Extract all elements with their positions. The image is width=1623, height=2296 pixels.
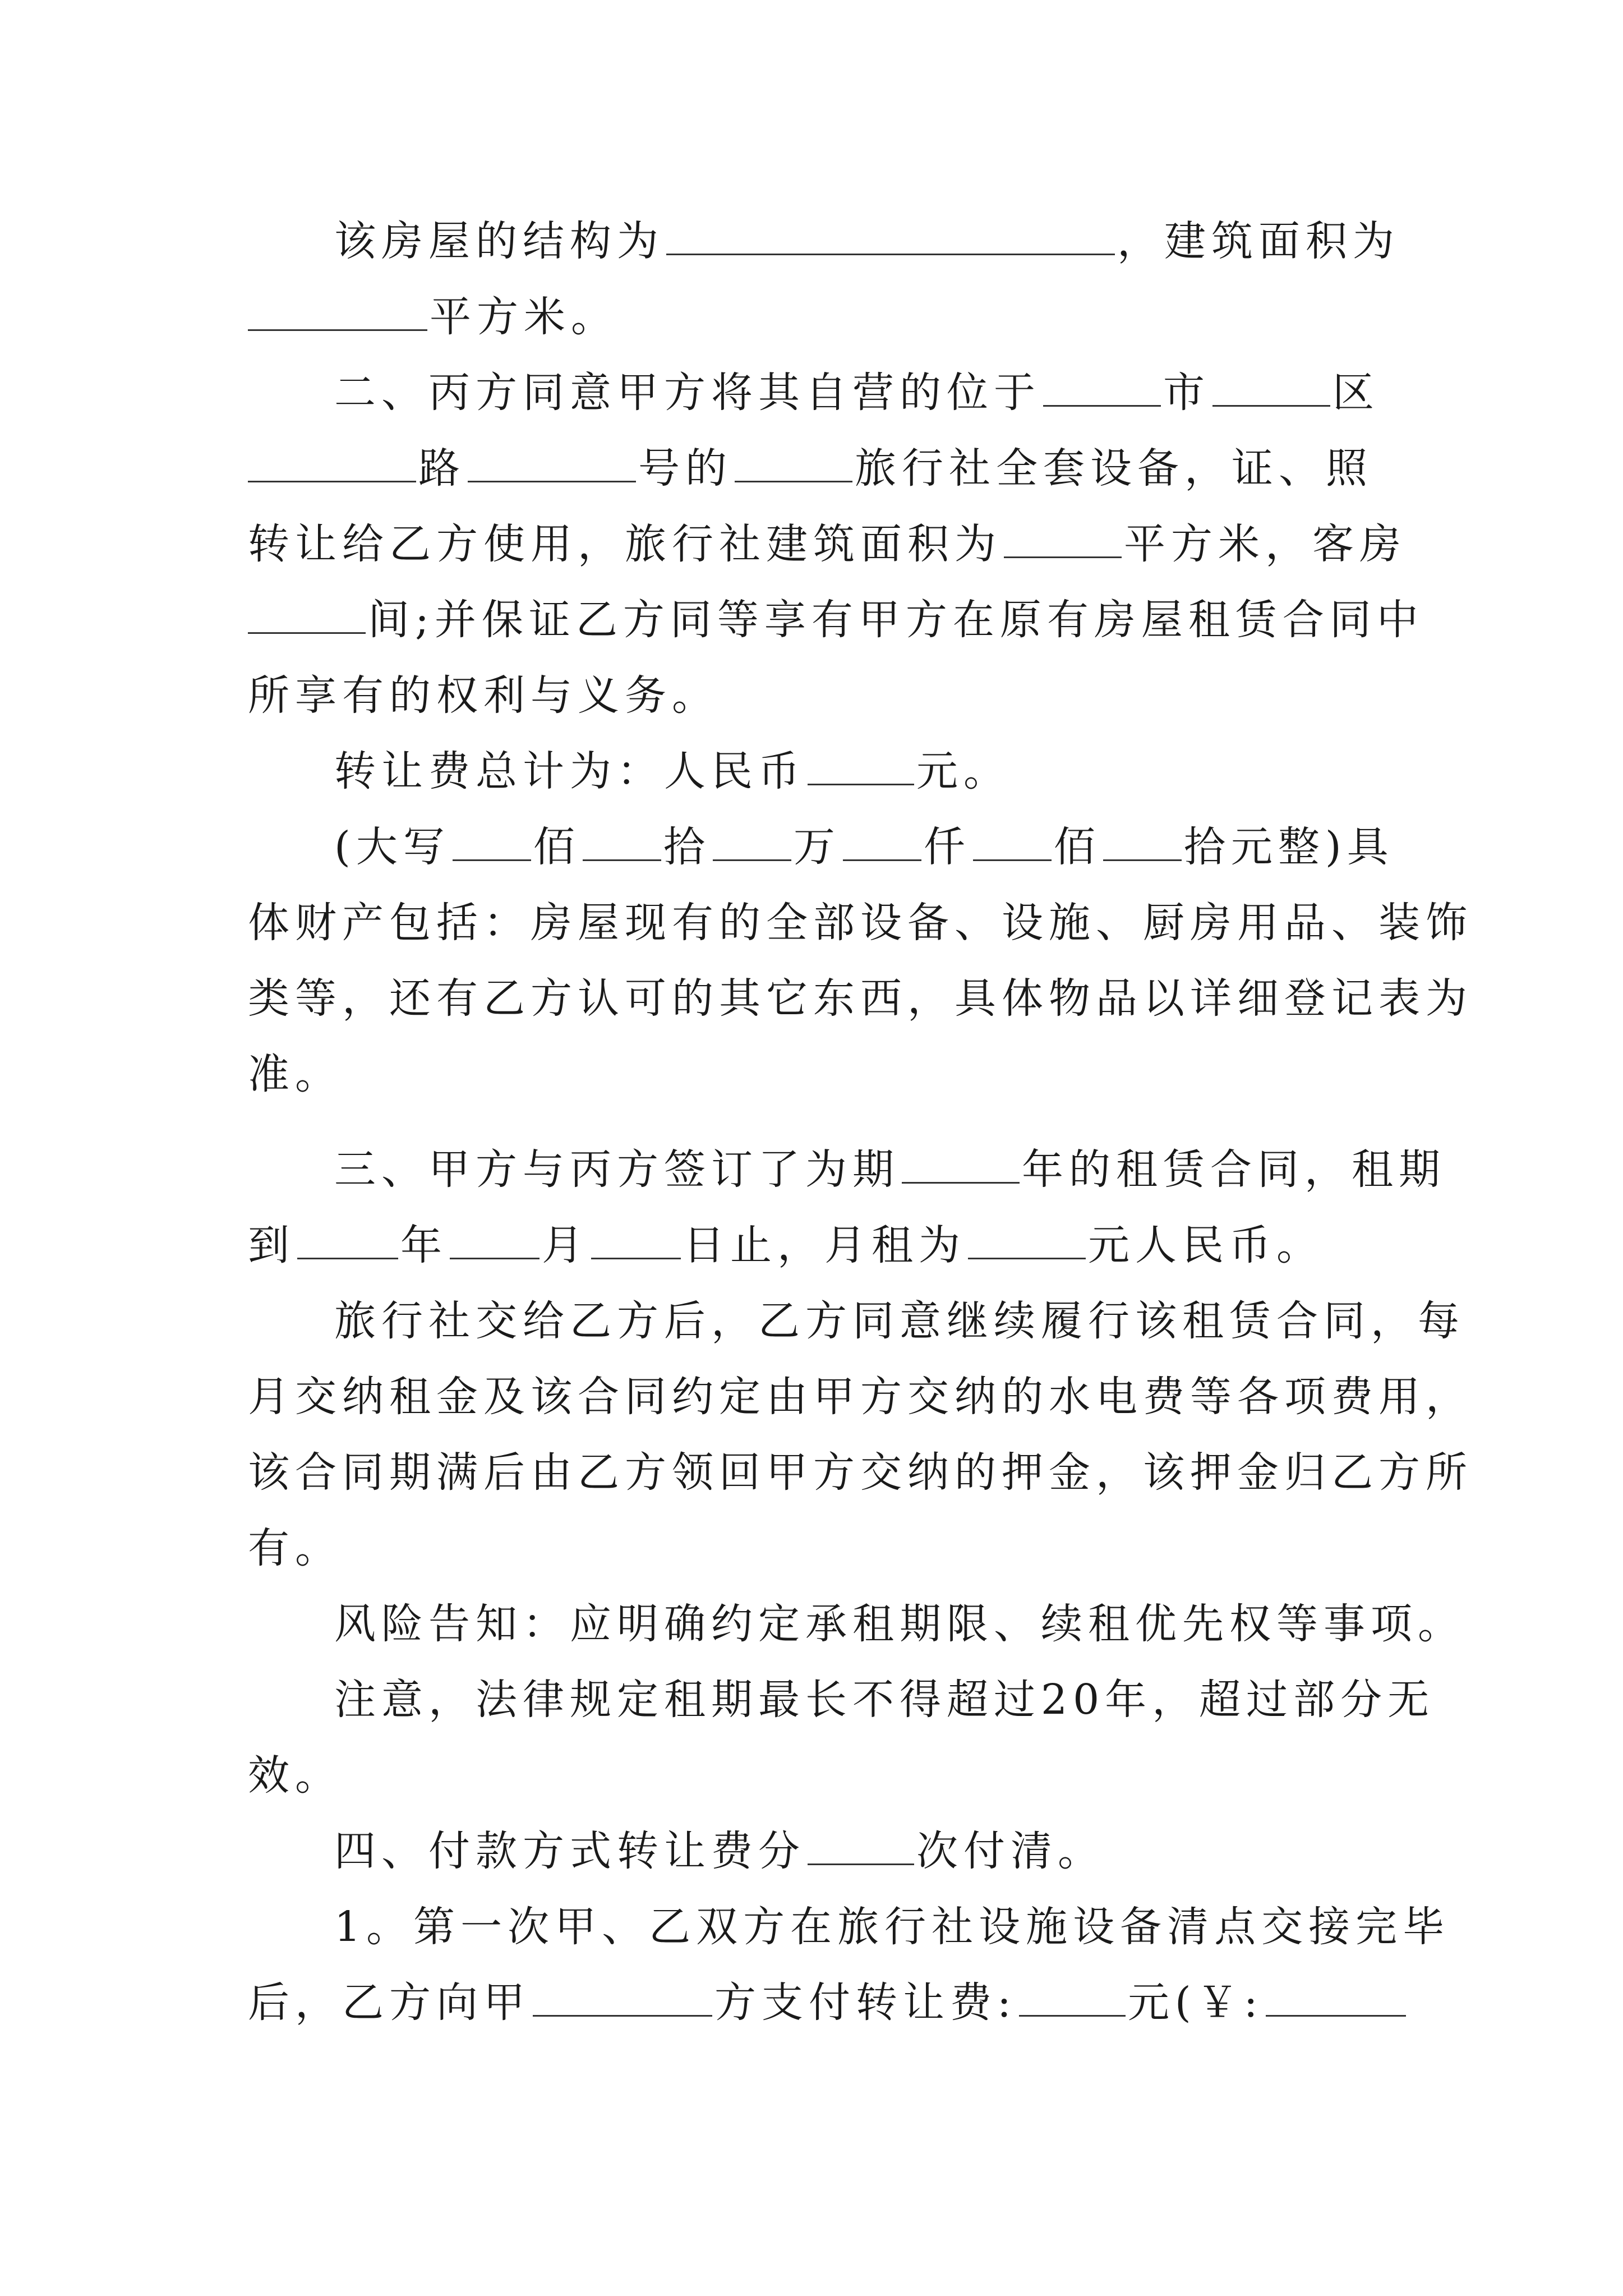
- fill-blank: [1004, 554, 1122, 558]
- fill-blank: [1019, 2013, 1126, 2017]
- fill-blank: [248, 327, 427, 331]
- text-line: [248, 892, 1473, 954]
- fill-blank: [591, 1255, 681, 1259]
- text-line: [248, 1366, 1473, 1428]
- text-segment: 号的: [638, 444, 732, 493]
- text-segment: 类等，还有乙方认可的其它东西，具体物品以详细登记表为: [248, 974, 1473, 1023]
- fill-blank: [1212, 403, 1330, 407]
- fill-blank: [968, 1255, 1086, 1259]
- text-line: [248, 1517, 1381, 1579]
- fill-blank: [1043, 403, 1161, 407]
- text-line: [248, 589, 1424, 651]
- text-segment: 年的租赁合同，租期: [1022, 1145, 1446, 1194]
- text-segment: 体财产包括：房屋现有的全部设备、设施、厨房用品、装饰: [248, 899, 1473, 947]
- text-segment: 注意，法律规定租期最长不得超过20年，超过部分无: [334, 1676, 1435, 1724]
- fill-blank: [808, 781, 914, 785]
- text-segment: 日止，月租为: [683, 1221, 966, 1269]
- fill-blank: [248, 478, 416, 482]
- text-segment: 风险告知：应明确约定承租期限、续租优先权等事项。: [334, 1600, 1465, 1648]
- fill-blank: [583, 857, 661, 861]
- text-line: [334, 1290, 1465, 1352]
- text-segment: ，建筑面积为: [1117, 217, 1400, 265]
- text-segment: 年: [400, 1221, 448, 1269]
- fill-blank: [468, 478, 636, 482]
- text-line: [248, 1442, 1473, 1503]
- text-segment: 佰: [1053, 823, 1101, 871]
- text-line: [334, 1669, 1435, 1731]
- text-line: [334, 816, 1394, 878]
- text-segment: 有。: [248, 1524, 342, 1572]
- text-segment: 后，乙方向甲: [248, 1978, 531, 2027]
- text-segment: 方支付转让费:: [714, 1978, 1017, 2027]
- fill-blank: [1266, 2013, 1406, 2017]
- text-segment: 1。第一次甲、乙双方在旅行社设施设备清点交接完毕: [334, 1903, 1450, 1951]
- text-line: [334, 1593, 1465, 1655]
- fill-blank: [666, 251, 1115, 255]
- text-line: [248, 438, 1381, 499]
- text-segment: 拾: [663, 823, 711, 871]
- text-segment: 路: [418, 444, 465, 493]
- fill-blank: [713, 857, 791, 861]
- text-segment: 到: [248, 1221, 295, 1269]
- text-line: [248, 513, 1407, 575]
- fill-blank: [248, 630, 366, 634]
- fill-blank: [533, 2013, 712, 2017]
- text-line: [334, 1139, 1446, 1200]
- fill-blank: [808, 1861, 914, 1865]
- text-line: [248, 1214, 1381, 1276]
- text-segment: 佰: [533, 823, 580, 871]
- text-segment: 拾元整)具: [1183, 823, 1394, 871]
- text-line: [248, 286, 1381, 348]
- text-line: [334, 362, 1381, 424]
- text-line: [248, 665, 1381, 726]
- text-line: [334, 1896, 1450, 1958]
- text-segment: 二、丙方同意甲方将其自营的位于: [334, 369, 1041, 417]
- text-segment: 三、甲方与丙方签订了为期: [334, 1145, 900, 1194]
- text-line: [248, 1745, 1381, 1806]
- text-segment: 该房屋的结构为: [334, 217, 664, 265]
- text-segment: 次付清。: [916, 1827, 1105, 1875]
- fill-blank: [450, 1255, 540, 1259]
- text-segment: 区: [1332, 369, 1380, 417]
- text-segment: 月交纳租金及该合同约定由甲方交纳的水电费等各项费用，: [248, 1373, 1473, 1421]
- text-segment: 月: [542, 1221, 589, 1269]
- text-line: [334, 740, 1381, 802]
- text-segment: (大写: [334, 823, 450, 871]
- fill-blank: [902, 1180, 1020, 1184]
- text-segment: 市: [1163, 369, 1210, 417]
- fill-blank: [973, 857, 1052, 861]
- text-segment: 平方米。: [430, 293, 618, 341]
- text-segment: 间;并保证乙方同等享有甲方在原有房屋租赁合同中: [368, 596, 1424, 644]
- text-segment: 万: [793, 823, 841, 871]
- text-segment: 转让给乙方使用，旅行社建筑面积为: [248, 520, 1002, 568]
- text-segment: 仟: [923, 823, 971, 871]
- text-segment: 效。: [248, 1751, 342, 1800]
- fill-blank: [1103, 857, 1182, 861]
- text-segment: 旅行社交给乙方后，乙方同意继续履行该租赁合同，每: [334, 1297, 1465, 1345]
- text-line: [334, 1820, 1381, 1882]
- text-segment: 转让费总计为：人民币: [334, 747, 805, 795]
- text-segment: 四、付款方式转让费分: [334, 1827, 805, 1875]
- text-segment: 元(￥:: [1127, 1978, 1264, 2027]
- text-segment: 平方米，客房: [1124, 520, 1407, 568]
- fill-blank: [735, 478, 852, 482]
- text-segment: 所享有的权利与义务。: [248, 671, 719, 720]
- text-line: [248, 968, 1473, 1029]
- fill-blank: [843, 857, 921, 861]
- fill-blank: [297, 1255, 398, 1259]
- text-line: [248, 1043, 1381, 1105]
- text-line: [334, 210, 1400, 272]
- text-line: [248, 1972, 1381, 2033]
- text-segment: 元。: [916, 747, 1011, 795]
- text-segment: 该合同期满后由乙方领回甲方交纳的押金，该押金归乙方所: [248, 1448, 1473, 1497]
- text-segment: 元人民币。: [1088, 1221, 1324, 1269]
- fill-blank: [453, 857, 531, 861]
- text-segment: 准。: [248, 1050, 342, 1098]
- text-segment: 旅行社全套设备，证、照: [855, 444, 1373, 493]
